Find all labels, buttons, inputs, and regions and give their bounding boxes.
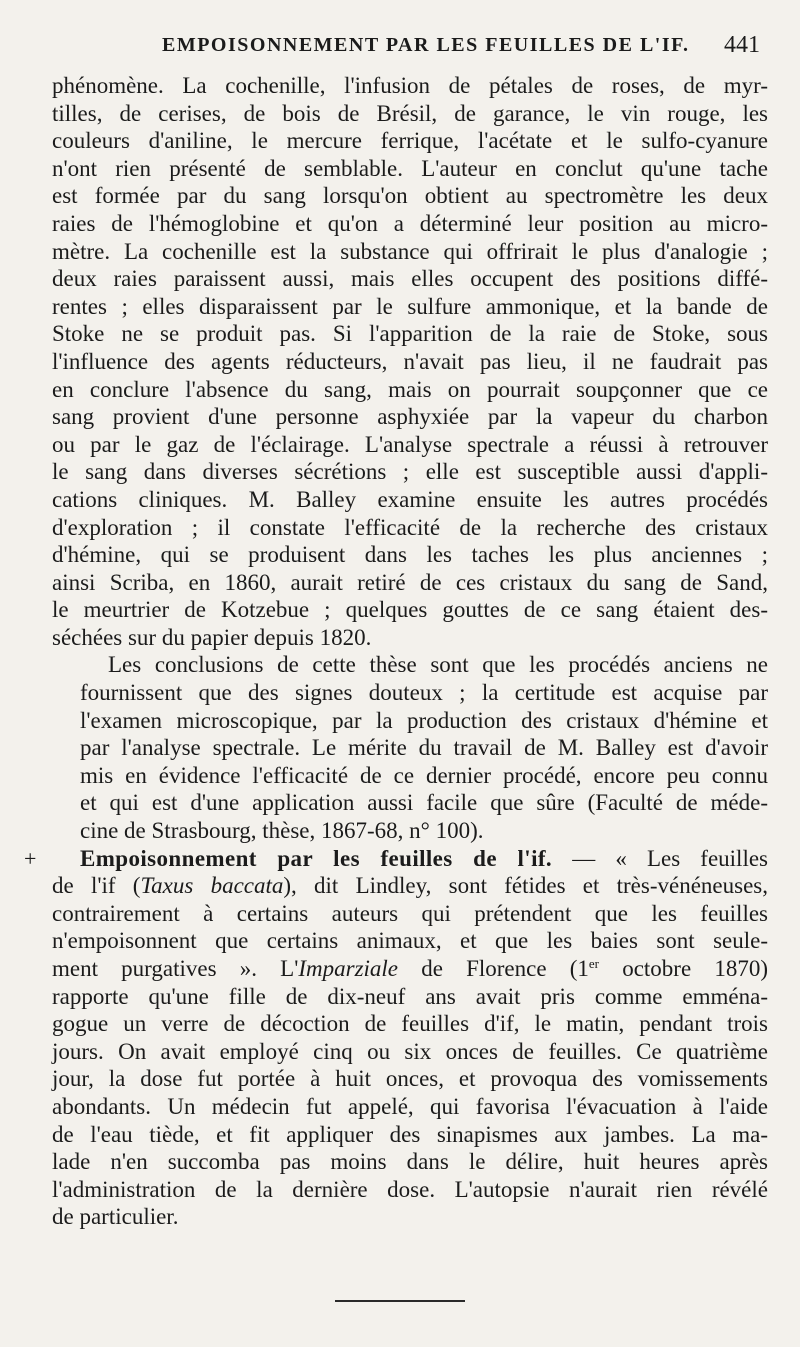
text-line: cations cliniques. M. Balley examine ensuite les autres procédés xyxy=(52,486,768,512)
text-line: deux raies paraissent aussi, mais elles occupent des positions diffé- xyxy=(52,266,768,292)
text-line: le sang dans diverses sécrétions ; elle est susceptible aussi d'appli- xyxy=(52,459,768,485)
text-line: d'exploration ; il constate l'efficacité de la recherche des cristaux xyxy=(52,514,768,540)
text-line: contrairement à certains auteurs qui prétendent que les feuilles xyxy=(52,900,768,926)
species-name: Taxus baccata xyxy=(140,873,284,899)
text-line: gogue un verre de décoction de feuilles d'if, le matin, pendant trois xyxy=(52,1011,768,1037)
text-line: et qui est d'une application aussi facile que sûre (Faculté de méde- xyxy=(80,790,768,816)
text-line: jours. On avait employé cinq ou six onces de feuilles. Ce quatrième xyxy=(52,1038,768,1064)
text-line: en conclure l'absence du sang, mais on pourrait soupçonner que ce xyxy=(52,376,768,402)
text-line: par l'analyse spectrale. Le mérite du travail de M. Balley est d'avoir xyxy=(80,735,768,761)
text-line: Les conclusions de cette thèse sont que les procédés anciens ne xyxy=(108,652,768,678)
text-line: l'influence des agents réducteurs, n'avait pas lieu, il ne faudrait pas xyxy=(52,348,768,374)
text-line: rapporte qu'une fille de dix-neuf ans avait pris comme emména- xyxy=(52,983,768,1009)
text-line: rentes ; elles disparaissent par le sulfure ammonique, et la bande de xyxy=(52,293,768,319)
text-line: mètre. La cochenille est la substance qui offrirait le plus d'analogie ; xyxy=(52,238,768,264)
text-line: ainsi Scriba, en 1860, aurait retiré de ces cristaux du sang de Sand, xyxy=(52,569,768,595)
text-line: l'administration de la dernière dose. L'autopsie n'aurait rien révélé xyxy=(52,1176,768,1202)
page-number: 441 xyxy=(724,32,760,58)
text-line: phénomène. La cochenille, l'infusion de pétales de roses, de myr- xyxy=(52,73,768,98)
text-line: cine de Strasbourg, thèse, 1867-68, n° 100). xyxy=(80,818,484,844)
text-line: Empoisonnement par les feuilles de l'if. — « Les feuilles xyxy=(80,845,768,871)
text-line: mis en évidence l'efficacité de ce dernier procédé, encore peu connu xyxy=(80,762,768,788)
text-line: l'examen microscopique, par la production des cristaux d'hémine et xyxy=(80,707,768,733)
section-heading: Empoisonnement par les feuilles de l'if. xyxy=(80,845,553,871)
text-line: le meurtrier de Kotzebue ; quelques gouttes de ce sang étaient des- xyxy=(52,597,768,623)
text-line: de l'eau tiède, et fit appliquer des sinapismes aux jambes. La ma- xyxy=(52,1121,768,1147)
text-line: fournissent que des signes douteux ; la certitude est acquise par xyxy=(80,680,768,706)
text-line: n'ont rien présenté de semblable. L'auteur en conclut qu'une tache xyxy=(52,155,768,181)
text-line: séchées sur du papier depuis 1820. xyxy=(52,624,372,650)
text-line: de l'if (Taxus baccata), dit Lindley, sont fétides et très-vénéneuses, xyxy=(52,873,768,899)
paragraph-conclusions xyxy=(52,651,768,844)
text-line: raies de l'hémoglobine et qu'on a déterminé leur position au micro- xyxy=(52,210,768,236)
running-head xyxy=(52,28,772,72)
text-line: est formée par du sang lorsqu'on obtient au spectromètre les deux xyxy=(52,183,768,209)
text-line: couleurs d'aniline, le mercure ferrique, l'acétate et le sulfo-cyanure xyxy=(52,128,768,154)
text-line: ment purgatives ». L'Imparziale de Florence (1er octobre 1870) xyxy=(52,956,768,981)
running-title: EMPOISONNEMENT PAR LES FEUILLES DE L'IF. xyxy=(162,34,690,56)
text-line: d'hémine, qui se produisent dans les taches les plus anciennes ; xyxy=(52,542,768,568)
text-line: Stoke ne se produit pas. Si l'apparition de la raie de Stoke, sous xyxy=(52,321,768,347)
paragraph-yew-poisoning xyxy=(24,845,768,1231)
text-line: sang provient d'une personne asphyxiée par la vapeur du charbon xyxy=(52,404,768,430)
end-rule xyxy=(335,1300,465,1302)
body-text xyxy=(24,72,772,1231)
text-line: tilles, de cerises, de bois de Brésil, de garance, le vin rouge, les xyxy=(52,100,768,126)
text-line: abondants. Un médecin fut appelé, qui favorisa l'évacuation à l'aide xyxy=(52,1093,768,1119)
paragraph-continuation xyxy=(52,72,768,651)
text-line: n'empoisonnent que certains animaux, et que les baies sont seule- xyxy=(52,928,768,954)
text-line: ou par le gaz de l'éclairage. L'analyse spectrale a réussi à retrouver xyxy=(52,431,768,457)
text-line: de particulier. xyxy=(52,1204,179,1230)
text-line: lade n'en succomba pas moins dans le délire, huit heures après xyxy=(52,1149,768,1175)
journal-name: Imparziale xyxy=(298,956,399,981)
margin-annotation-mark: + xyxy=(24,845,37,871)
text-line: jour, la dose fut portée à huit onces, et provoqua des vomissements xyxy=(52,1066,768,1092)
